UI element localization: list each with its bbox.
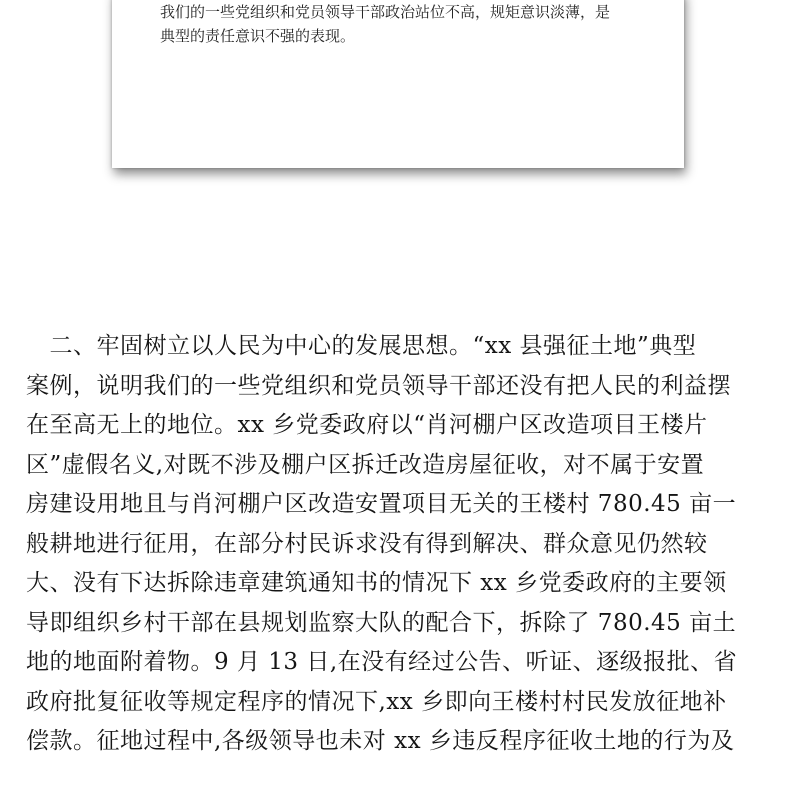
embedded-page-card xyxy=(112,0,684,168)
paragraph-line: 房建设用地且与肖河棚户区改造安置项目无关的王楼村 780.45 亩一 xyxy=(26,491,737,517)
paragraph-line: 导即组织乡村干部在县规划监察大队的配合下，拆除了 780.45 亩土 xyxy=(26,609,737,636)
paragraph-line: 案例，说明我们的一些党组织和党员领导干部还没有把人民的利益摆 xyxy=(26,372,731,399)
paragraph-line: 在至高无上的地位。xx 乡党委政府以“肖河棚户区改造项目王楼片 xyxy=(26,412,708,438)
main-paragraph xyxy=(26,327,786,762)
paragraph-line: 般耕地进行征用，在部分村民诉求没有得到解决、群众意见仍然较 xyxy=(26,530,708,557)
paragraph-line: 大、没有下达拆除违章建筑通知书的情况下 xx 乡党委政府的主要领 xyxy=(26,570,727,596)
paragraph-line: 二、牢固树立以人民为中心的发展思想。“xx 县强征土地”典型 xyxy=(26,333,697,359)
paragraph-line: 偿款。征地过程中,各级领导也未对 xx 乡违反程序征收土地的行为及 xyxy=(26,728,735,754)
card-line: 我们的一些党组织和党员领导干部政治站位不高，规矩意识淡薄，是 xyxy=(160,3,611,21)
card-line: 典型的责任意识不强的表现。 xyxy=(160,27,356,45)
paragraph-line: 区”虚假名义,对既不涉及棚户区拆迁改造房屋征收，对不属于安置 xyxy=(26,451,705,478)
card-paragraph xyxy=(160,0,660,48)
paragraph-line: 政府批复征收等规定程序的情况下,xx 乡即向王楼村村民发放征地补 xyxy=(26,688,727,715)
paragraph-line: 地的地面附着物。9 月 13 日,在没有经过公告、听证、逐级报批、省 xyxy=(26,649,738,675)
